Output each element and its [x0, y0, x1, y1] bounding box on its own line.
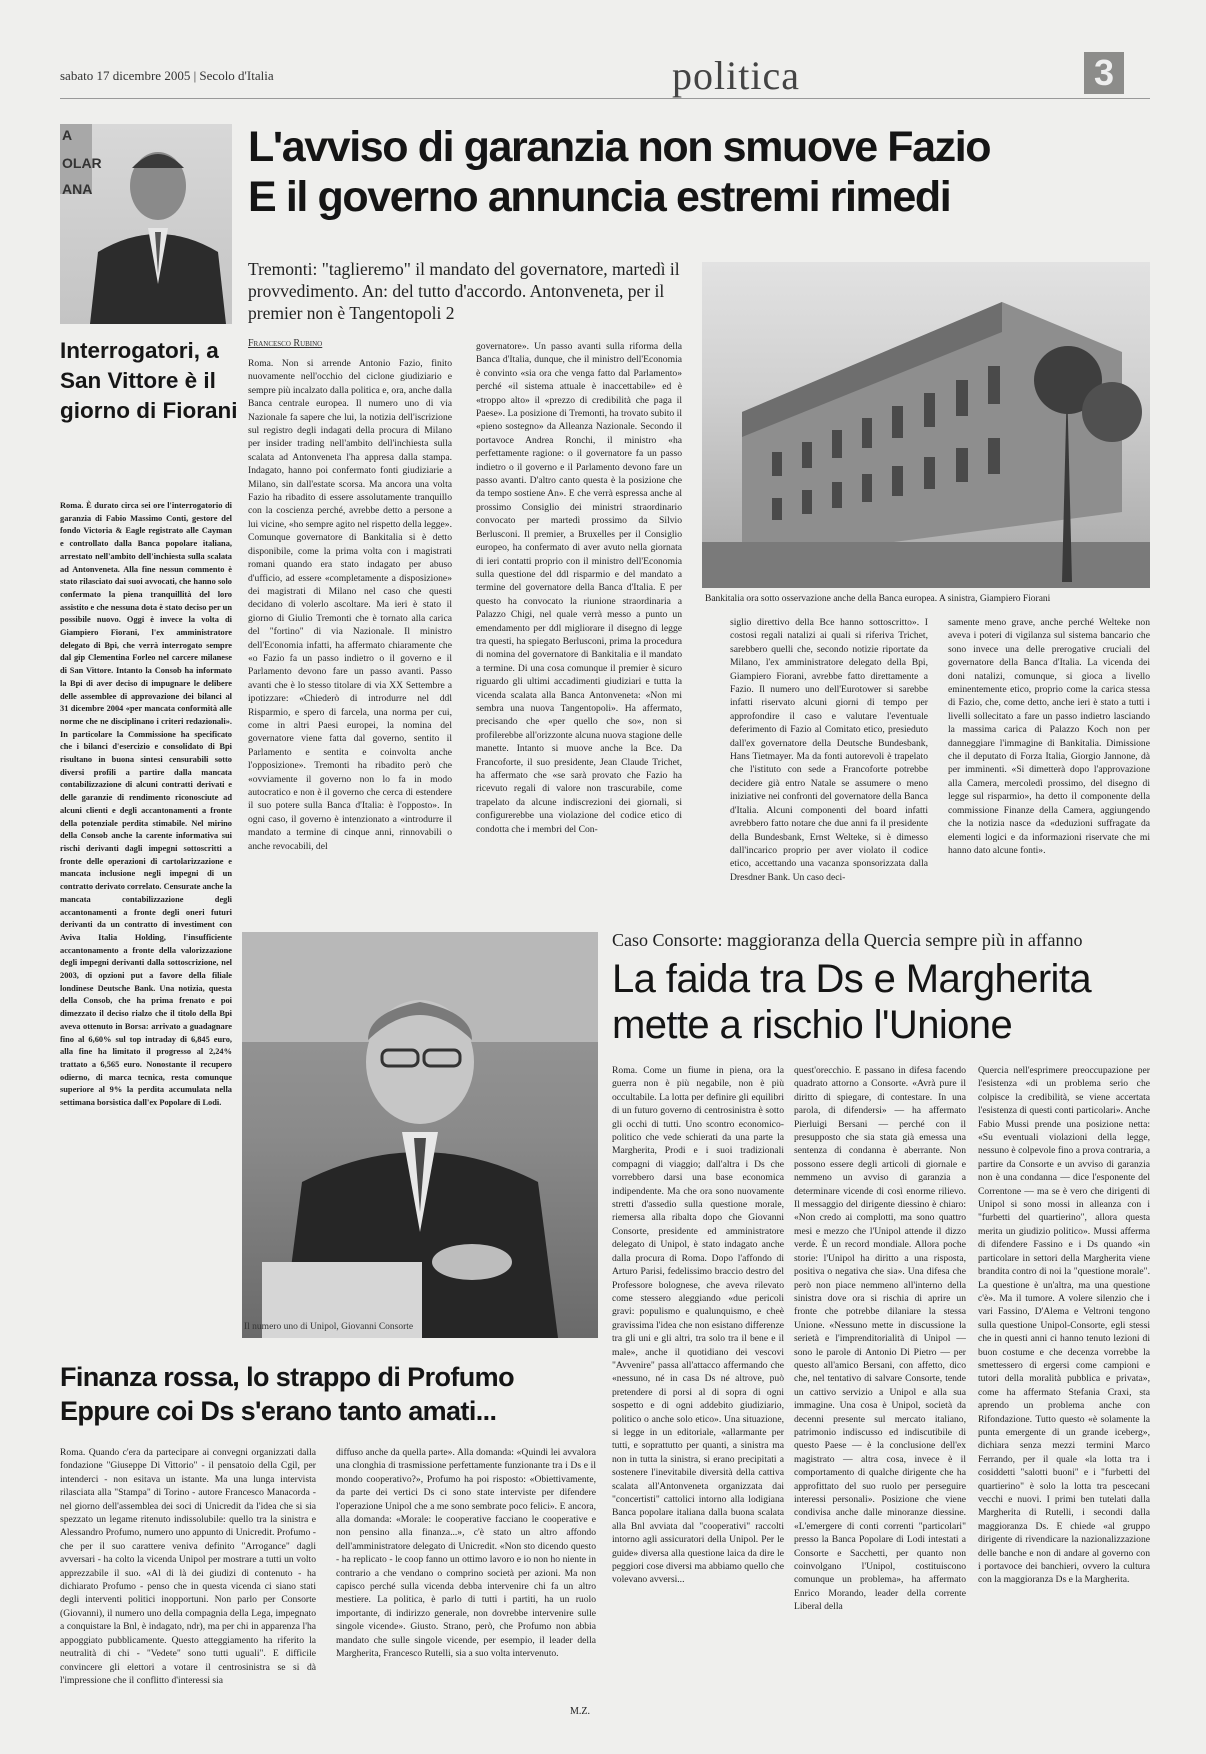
- story2-headline-line2: mette a rischio l'Unione: [612, 1003, 1013, 1047]
- speaker-figure-icon: [242, 932, 598, 1338]
- page-header: [60, 52, 1150, 108]
- left-story-body: Roma. È durato circa sei ore l'interrogatorio di garanzia di Fabio Massimo Conti, gestore del fondo Victoria & Eagle registrato alle Cayman e controllato dalla Banca popolare italiana, arrestato nell'ambito dell'inchiesta sulla scalata ad Antonveneta. Alla fine nessun commento è stato rilasciato dai suoi avvocati, che hanno solo confermato la piena tranquillità del loro assistito e che nessuna dota è stato deciso per un possibile nuovo. Oggi è invece la volta di Giampiero Fiorani, l'ex amministratore delegato di Bpi, che verrà interrogato sempre dal gip Clementina Forleo nel carcere milanese di San Vittore. Intanto la Consob ha informato la Bpi di aver deciso di impugnare le delibere delle assemblee di approvazione dei bilanci al 31 dicembre 2004 «per mancata conformità alle norme che ne disciplinano i criteri redazionali». In particolare la Commissione ha specificato che i bilanci d'esercizio e consolidato di Bpi risultano in buona sintesi censurabili sotto diversi profili a partire dalla mancata contabilizzazione di alcuni contratti derivati e delle garanzie di rendimento riconosciute ad alcuni clienti e degli accantonamenti a fronte della potenziale perdita stimabile. Nel mirino della Consob anche la carente informativa sui rischi derivanti dagli impegni sottoscritti a fronte delle operazioni di cartolarizzazione e mancata inclusione negli impegni di un contratto derivato correlato. Censurate anche la mancata contabilizzazione degli accantonamenti a fronte degli oneri futuri derivanti da un contratto di investiment con Aviva Italia Holding, l'insufficiente accantonamento a fronte della valorizzazione degli impegni derivanti dalla sottoscrizione, nel 2003, di opzioni put a favore della filiale londinese Deutsche Bank. Una notizia, questa della Consob, che ha prima frenato e poi dimezzato il deciso rialzo che il titolo della Bpi aveva ottenuto in Borsa: arrivato a guadagnare fino al 6,60% sul top intraday di 6,845 euro, alla fine ha limitato il progresso al 2,24% trattato a 6,565 euro. Nonostante il recupero odierno, di marca tecnica, resta comunque superiore al 9% la perdita accumulata nella settimana borsistica dall'ex Popolare di Lodi.: [60, 501, 232, 1108]
- main-article-col3: siglio direttivo della Bce hanno sottoscritto». I costosi regali natalizi ai quali si riferiva Trichet, sarebbero quelli che, secondo notizie riportate da Milano, l'ex amministratore delegato della Bpi, Giampiero Fiorani, avrebbe fatto direttamente a Fazio. Il numero uno dell'Eurotower si sarebbe infatti riservato alcuni giorni di tempo per approfondire il caso e valutare l'eventuale deferimento di Fazio al Comitato etico, presieduto dall'ex governatore della Deutsche Bundesbank, Hans Tietmayer. Ma da fonti autorevoli è trapelato che l'istituto con sede a Francoforte potrebbe decidere già entro Natale se assumere o meno iniziative nei confronti del governatore della Banca d'Italia. Alcuni componenti del board infatti avrebbero fatto notare che due anni fa il presidente della Bundesbank, Ernst Welteke, si è dimesso dall'incarico proprio per aver violato il codice etico, accettando una vacanza sponsorizzata dalla Dresdner Bank. Un caso deci-: [730, 617, 928, 883]
- story2-col1: Roma. Come un fiume in piena, ora la guerra non è più negabile, non è più occultabile. La lotta per definire gli equilibri di un futuro governo di centrosinistra è sotto gli occhi di tutti. Uno scontro economico-politico che vede schierati da una parte la Margherita, Prodi e i suoi tradizionali compagni di viaggio; dall'altra i Ds che vorrebbero darsi una base economica indipendente. Ma che ora sono nuovamente stretti d'assedio sulla questione morale, riemersa alla ribalta dopo che Giovanni Consorte, presidente ed amministratore delegato di Unipol, è stato indagato anche dalla procura di Roma. Dopo l'affondo di Arturo Parisi, fedelissimo braccio destro del Professore bolognese, che aveva rilevato come stessero aleggiando «due pericoli gravi: populismo e qualunquismo, e cheè gravissima l'idea che non esistano differenze tra gli uni e gli altri, tra solo tra il bene e il male», anche il quotidiano dei vescovi "Avvenire" passa all'attacco affermando che «nessuno, né in casa Ds né altrove, può pretendere di porsi al di sopra di ogni sospetto e di ogni addebito giudiziario, politico o anche solo etico». Una situazione, si legge in un editoriale, «allarmante per tutti, e soprattutto per quanti, a sinistra ma non in tutta la sinistra, si erano precipitati a sostenere l'inevitabile diversità della cattiva scalata all'Antonveneta organizzata dai "concertisti" cattolici intorno alla lodigiana Banca popolare italiana dalla buona scalata alla Bnl avviata dal "cooperativi" raccolti intorno agli assicuratori della Unipol. Per le guide» diversa alla questione laica da dire le peggiori cose diversi ma abbiamo quello che volevano avversi...: [612, 1065, 784, 1586]
- svg-text:ANA: ANA: [62, 181, 93, 197]
- main-headline: [248, 122, 1148, 222]
- story3-headline-line2: Eppure coi Ds s'erano tanto amati...: [60, 1396, 497, 1426]
- bankitalia-building-photo: [702, 262, 1150, 588]
- svg-text:OLAR: OLAR: [62, 155, 102, 171]
- header-rule: [60, 98, 1150, 99]
- main-byline: Francesco Rubino: [248, 338, 323, 349]
- story2-headline-line1: La faida tra Ds e Margherita: [612, 957, 1092, 1001]
- story3-signature: M.Z.: [570, 1706, 590, 1717]
- consorte-photo-caption: Il numero uno di Unipol, Giovanni Consorte: [244, 1322, 414, 1332]
- main-headline-line2: E il governo annuncia estremi rimedi: [248, 173, 951, 221]
- portrait-figure-icon: [60, 124, 232, 324]
- fiorani-portrait-photo: [60, 124, 232, 324]
- bankitalia-photo-caption: Bankitalia ora sotto osservazione anche della Banca europea. A sinistra, Giampiero Fiorani: [705, 594, 1051, 604]
- story3-headline: [60, 1360, 605, 1428]
- main-subhead: Tremonti: "taglieremo" il mandato del governatore, martedì il provvedimento. An: del tutto d'accordo. Antonveneta, per il premier non è Tangentopoli 2: [248, 259, 680, 323]
- building-icon: [702, 262, 1150, 588]
- story2-kicker: Caso Consorte: maggioranza della Quercia sempre più in affanno: [612, 930, 1083, 950]
- consorte-photo: [242, 932, 598, 1338]
- section-title: politica: [672, 53, 800, 98]
- svg-text:A: A: [62, 127, 73, 143]
- story2-headline: [612, 956, 1150, 1048]
- page-number: 3: [1093, 52, 1115, 93]
- story3-col2: diffuso anche da quella parte». Alla domanda: «Quindi lei avvalora una clonghia di trasmissione perfettamente funzionante tra i Ds e il mondo cooperativo?», Profumo ha poi risposto: «Obiettivamente, da parte dei vertici Ds ci sono state interviste per difendere l'operazione Unipol che a me sono sembrate poco felici». E ancora, alla domanda: «Morale: le cooperative facciano le cooperative e non pensino alla finanza...», c'è stato un altro affondo dell'amministratore delegato di Unicredit. «Non sto dicendo questo - ha replicato - le coop fanno un ottimo lavoro e io non ho niente in contrario a che vendano o comprino società per azioni. Ma non capisco perché sulla vicenda debba intervenire chi fa un altro mestiere. La politica, è parlo di tutti i partiti, ha un ruolo importante, di indirizzo generale, non dovrebbe intervenire sulle singole vicende». Giusto. Strano, però, che Profumo non abbia mandato che sulle singole vicende, per esempio, il leader della Margherita, Francesco Rutelli, sia a suo volta intervenuto.: [336, 1447, 596, 1660]
- story3-col1: Roma. Quando c'era da partecipare ai convegni organizzati dalla fondazione "Giuseppe Di Vittorio" - il pensatoio della Cgil, per intenderci - non esitava un istante. Ma una lunga intervista rilasciata alla "Stampa" di Torino - autore Francesco Manacorda - nel giorno dell'assemblea dei soci di Unicredit da l'idea che si sia spezzato un legame ritenuto indissolubile: quello tra la sinistra e Alessandro Profumo, numero uno appunto di Unicredit. Profumo - che per il suo carattere veniva definito "Arrogance" dagli avversari - ha colto la vicenda Unipol per mostrare a tutti un volto apprezzabile il suo. «Al di là dei giudizi di contenuto - ha dichiarato Profumo - penso che in questa vicenda ci siano stati degli interventi politici inopportuni. Non parlo per Consorte (Giovanni), il numero uno della compagnia della Lega, impegnato a conquistare la Bnl, è indagato, ndr), ma per chi in apparenza l'ha appoggiato pubblicamente. Questo atteggiamento ha riferito la neutralità di chi - "Vedete" sono tutti uguali". E difficile convincere gli elettori a votare il centrosinistra se si dà l'impressione che il conflitto d'interessi sia: [60, 1447, 316, 1686]
- main-article-col2: governatore». Un passo avanti sulla riforma della Banca d'Italia, dunque, che il ministro dell'Economia è convinto «sia ora che venga fatto dal Parlamento» perché «il sistema attuale è inaccettabile» ed è «troppo alto» il «prezzo di credibilità che paga il Paese». La posizione di Tremonti, ha trovato subito il «pieno sostegno» da Alleanza Nazionale. Secondo il portavoce Andrea Ronchi, il ministro «ha perfettamente ragione: o il governatore fa un passo indietro o il governo e il Parlamento devono fare un passo avanti. D'altro canto questa è la posizione che da tempo sostiene An». E che verrà espressa anche al prossimo Consiglio dei ministri straordinario convocato per martedì prossimo da Silvio Berlusconi. Il premier, a Bruxelles per il Consiglio europeo, ha confermato di aver avuto nella giornata di ieri contatti proprio con il ministro dell'Economia sulla questione del ddl risparmio e del mandato a termine del governatore della Banca d'Italia. E per questo ha convocato la riunione straordinaria a Palazzo Chigi, nel quale verrà messo a punto un emendamento per ddl migliorare il disegno di legge tra questi, ha spiegato Berlusconi, prima la procedura di nomina del governatore di Bankitalia e il mandato a termine. Di una cosa comunque il premier è sicuro riguardo gli ultimi accadimenti giudiziari e tutta la vicenda scalata alla Banca Antonveneta: «Non mi sembra una nuova Tangentopoli». Ha affermato, precisando che «per quello che so», non si profilerebbe all'orizzonte alcuna nuova stagione delle manette. Intanto si muove anche la Bce. Da Francoforte, il suo presidente, Jean Claude Trichet, ha affermato che «se sarà provato che Fazio ha ricevuto regali di valore non trascurabile, come trapelato da alcune indiscrezioni dei giornali, si configurerebbe una violazione del codice etico di condotta che i membri del Con-: [476, 341, 682, 835]
- story2-col2: quest'orecchio. E passano in difesa facendo quadrato attorno a Consorte. «Avrà pure il diritto di spiegare, di contestare. In una parola, di difendersi» — ha affermato Pierluigi Bersani — perché con il presupposto che sia stata già emessa una sentenza di condanna è aberrante. Non possono essere degli articoli di giornale e nemmeno un avviso di garanzia a determinare vicende di così enorme rilievo. Il messaggio del dirigente diessino è chiaro: «Non credo ai complotti, ma sono quattro mesi e mezzo che l'Unipol attende il dizzo verde. È un record mondiale. Allora poche storie: l'Unipol ha diritto a una risposta, positiva o negativa che sia». Una difesa che però non piace nemmeno all'interno della sinistra dove ora si rischia di aprire un fronte che potrebbe dilaniare la stessa Unione. «Nessuno mette in discussione la serietà e l'imprenditorialità di Unipol — sono le parole di Antonio Di Pietro — per questo all'amico Bersani, con affetto, dico che, nel tentativo di salvare Consorte, tende un cattivo servizio a Unipol e alla sua immagine. Una cosa è Unipol, società da decenni presente sul mercato italiano, patrimonio indiscusso ed indiscutibile di questo Paese — è la conclusione dell'ex magistrato — altra cosa, invece è il comportamento di qualche dirigente che ha approfittato del suo ruolo per perseguire interessi personali». Posizione che viene condivisa anche dalle minoranze diessine. «L'emergere di conti correnti "particolari" presso la Banca Popolare di Lodi intestati a Consorte e Sacchetti, per quanto non coinvolgano l'Unipol, costituiscono comunque un problema», ha affermato Enrico Morando, leader della corrente Liberal della: [794, 1065, 966, 1613]
- left-story-headline: Interrogatori, a San Vittore è il giorno di Fiorani: [60, 338, 238, 423]
- main-headline-line1: L'avviso di garanzia non smuove Fazio: [248, 123, 991, 171]
- main-article-col1: Roma. Non si arrende Antonio Fazio, finito nuovamente nell'occhio del ciclone giudiziario e sempre più incalzato dalla politica e, ora, anche dalla Banca centrale europea. Il numero uno di via Nazionale fa sapere che lui, la notizia dell'iscrizione sul registro degli indagati della procura di Milano per insider trading nell'ambito dell'inchiesta sulla scalata ad Antonveneta l'ha appresa dalla stampa. Indagato, hanno poi confermato fonti giudiziarie a Milano, sin dall'estate scorsa. Ma ancora una volta Fazio ha ribadito di essere assolutamente tranquillo con la coscienza perché, avrebbe detto a persone a lui vicine, «ho sempre agito nel rispetto della legge». Comunque governatore di Bankitalia si è detto disponibile, come la prima volta con i magistrati romani quando era stato indagato per abuso d'ufficio, ad essere «completamente a disposizione» dei magistrati di Milano nel caso che questi decidano di volerlo ascoltare. Ma ieri è stato il giorno di Giulio Tremonti che è tornato alla carica del "fortino" di via Nazionale. Il ministro dell'Economia infatti, ha affermato chiaramente che «o Fazio fa un passo indietro o il governo e il Parlamento devono fare un passo avanti. Passo avanti che è lo stesso titolare di via XX Settembre a ipotizzare: «Chiederò di introdurre nel ddl Risparmio, e spero di farcela, una norma per cui, come in altri Paesi europei, la nomina del governatore viene fatta dal governo, sentito il Parlamento e sentita e coinvolta anche l'opposizione». Tremonti ha ribadito però che «ovviamente il governo non lo fa in modo autocratico e non è il governo che cerca di estendere il suo potere sulla Banca d'Italia: è l'opposto». In ogni caso, il governo è intenzionato a «introdurre il mandato a termine di cinque anni, rinnovabili o anche revocabili, del: [248, 358, 452, 852]
- story3-headline-line1: Finanza rossa, lo strappo di Profumo: [60, 1362, 514, 1392]
- main-article-col4: samente meno grave, anche perché Welteke non aveva i poteri di vigilanza sul sistema bancario che sono invece una delle prerogative cruciali del governatore della Banca d'Italia. La vicenda dei doni natalizi, comunque, si gioca a livello eminentemente etico, proprio come la carica stessa di Fazio, che, come detto, anche ieri è stato a tutti i livelli sollecitato a fare un passo indietro lasciando la massima carica di Palazzo Koch non per danneggiare l'immagine di Bankitalia. Dimissione che il deputato di Forza Italia, Giorgio Jannone, dà per imminenti. «Si dimetterà dopo l'approvazione alla Camera, mercoledì prossimo, del disegno di legge sul risparmio», ha detto il componente della commissione Finanze della Camera, aggiungendo che la notizia nasce da «deduzioni suffragate da elementi logici e da informazioni riservate che mi hanno dato alcune fonti».: [948, 617, 1150, 856]
- story2-col3: Quercia nell'esprimere preoccupazione per l'esistenza «di un problema serio che colpisce la credibilità, se viene accertata l'esistenza di questi conti particolari». Anche Fabio Mussi prende una posizione netta: «Su eventuali violazioni della legge, nessuno è colpevole fino a prova contraria, a partire da Consorte e un avviso di garanzia non è una condanna — dice l'esponente del Correntone — ma se è vero che dirigenti di Unipol si sono mossi in alleanza con i "furbetti del quartierino", allora questa merita un giudizio politico». Mussi afferma di difendere Fassino e i Ds quando «in particolare in settori della Margherita viene brandita contro di noi la "questione morale". La questione è un'altra, ma una questione c'è». Ma il tumore. A volere silenzio che i vari Fassino, D'Alema e Veltroni tengono sulla questione Unipol-Consorte, egli stessi che in questi anni ci hanno tenuto lezioni di buon costume e che decenza vorrebbe la smettessero di ergersi come campioni e tutori della moralità pubblica e privata», come ha affermato Stefania Craxi, sta aprendo un problema anche con Rifondazione. Tutto questo «è solamente la punta emergente di un grande iceberg», dichiara senza mezzi termini Marco Ferrando, per il quale «la lotta tra i cosiddetti "salotti buoni" e i "furbetti del quartierino" è solo la lotta tra pescecani vecchi e nuovi. I primi ben tutelati dalla Margherita di Rutelli, i secondi dalla maggioranza Ds. E chiede «al gruppo dirigente di rivendicare la nazionalizzazione delle banche e non di andare al governo con i portavoce dei banchieri, ovvero la cultura con la maggioranza Ds e la Margherita.: [978, 1065, 1150, 1586]
- header-date: sabato 17 dicembre 2005 | Secolo d'Italia: [60, 68, 274, 83]
